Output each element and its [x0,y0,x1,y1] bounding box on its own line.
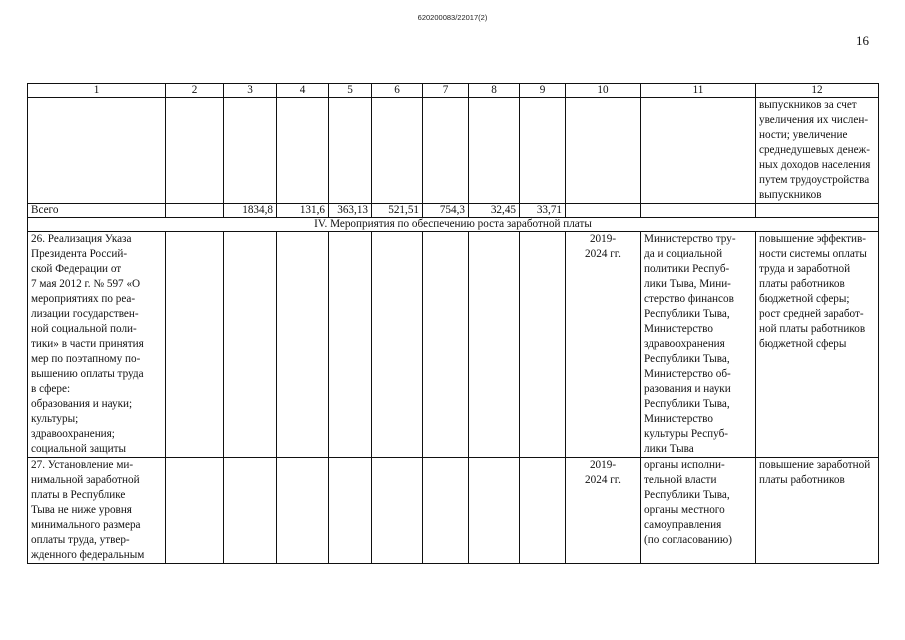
period-cell: 2019- 2024 гг. [566,232,641,458]
table-row [28,458,879,564]
column-header-7: 7 [423,84,469,98]
table-cell [469,458,520,564]
column-header-10: 10 [566,84,641,98]
table-cell [423,232,469,458]
table-cell [166,232,224,458]
column-header-9: 9 [520,84,566,98]
column-header-5: 5 [329,84,372,98]
page-number: 16 [856,33,869,48]
expected-result-cell: повышение эффектив- ности системы оплаты труда и заработной платы работников бюджетной сферы; рост средней заработ- ной платы работников бюджетной сферы [756,232,879,458]
total-value: 33,71 [520,204,566,218]
responsible-cell: Министерство тру- да и социальной политики Респуб- лики Тыва, Мини- стерство финансов Республики Тыва, Министерство здравоохранения Республики Тыва, Министерство об- разования и науки Республики Тыва, Министерство культуры Респуб- лики Тыва [641,232,756,458]
table-cell [224,458,277,564]
table-cell [520,232,566,458]
table-header-row [28,84,879,98]
total-value: 521,51 [372,204,423,218]
table-cell [166,458,224,564]
table-cell [372,232,423,458]
table-row-total [28,204,879,218]
table-cell [329,458,372,564]
total-value: 1834,8 [224,204,277,218]
table-cell [520,458,566,564]
expected-result-cell: выпускников за счет увеличения их числен- ности; увеличение среднедушевых денеж- ных доходов населения путем трудоустройства выпускников [756,98,879,204]
table-cell [329,232,372,458]
column-header-11: 11 [641,84,756,98]
table-cell [423,98,469,204]
total-value: 32,45 [469,204,520,218]
column-header-12: 12 [756,84,879,98]
table-cell [641,204,756,218]
column-header-8: 8 [469,84,520,98]
table-cell [469,232,520,458]
table-cell [224,232,277,458]
total-value: 363,13 [329,204,372,218]
section-title: IV. Мероприятия по обеспечению роста заработной платы [28,218,879,232]
table-cell [166,204,224,218]
table-cell [566,98,641,204]
table-cell [520,98,566,204]
measures-table [27,83,879,564]
document-code: 620200083/22017(2) [417,13,488,22]
table-cell [277,98,329,204]
total-value: 754,3 [423,204,469,218]
table-cell [166,98,224,204]
column-header-6: 6 [372,84,423,98]
column-header-2: 2 [166,84,224,98]
total-label: Всего [28,204,166,218]
column-header-1: 1 [28,84,166,98]
table-cell [372,458,423,564]
table-row-section [28,218,879,232]
table-cell [641,98,756,204]
table-cell [277,232,329,458]
period-cell: 2019- 2024 гг. [566,458,641,564]
expected-result-cell: повышение заработной платы работников [756,458,879,564]
table-cell [224,98,277,204]
table-cell [566,204,641,218]
table-row-continuation [28,98,879,204]
responsible-cell: органы исполни- тельной власти Республики Тыва, органы местного самоуправления (по согласованию) [641,458,756,564]
table-cell [28,98,166,204]
measure-name-cell: 27. Установление ми- нимальной заработной платы в Республике Тыва не ниже уровня минимального размера оплаты труда, утвер- жденного федеральным [28,458,166,564]
table-cell [423,458,469,564]
table-row [28,232,879,458]
column-header-4: 4 [277,84,329,98]
table-cell [372,98,423,204]
table-cell [469,98,520,204]
table-cell [277,458,329,564]
total-value: 131,6 [277,204,329,218]
table-cell [329,98,372,204]
column-header-3: 3 [224,84,277,98]
measure-name-cell: 26. Реализация Указа Президента Россий- ской Федерации от 7 мая 2012 г. № 597 «О мероприятиях по реа- лизации государствен- ной социальной поли- тики» в части принятия мер по поэтапному по- вышению оплаты труда в сфере: образования и науки; культуры; здравоохранения; социальной защиты [28,232,166,458]
table-cell [756,204,879,218]
